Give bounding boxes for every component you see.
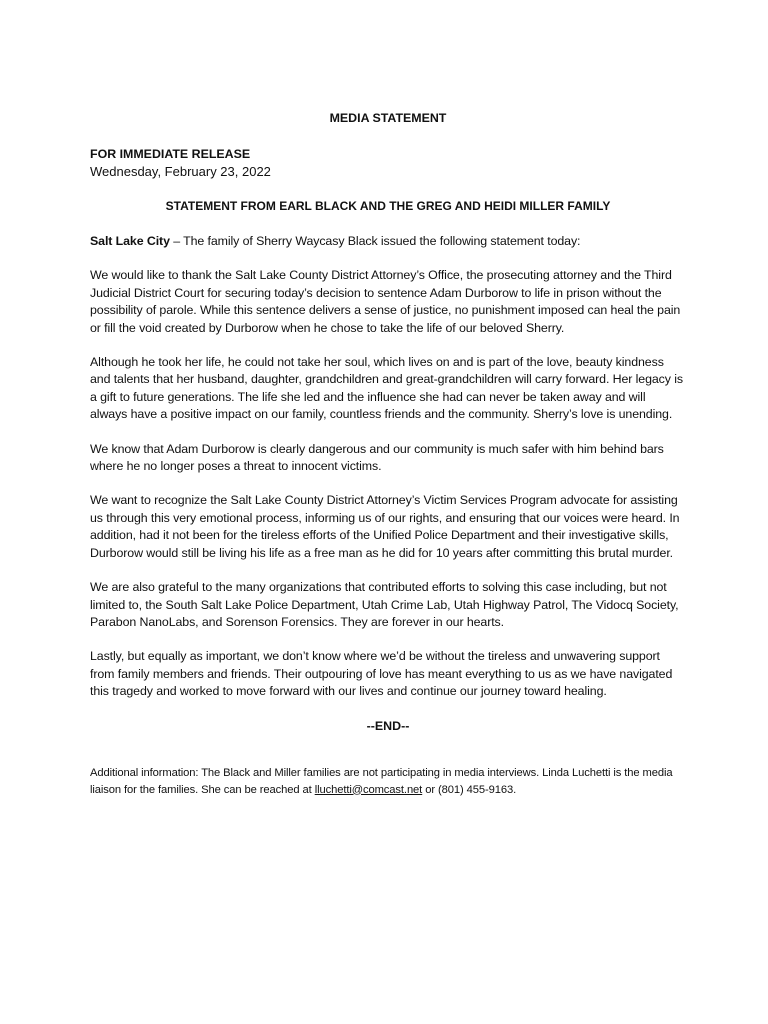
footer-text-before: Additional information: The Black and Miller families are not participating in media interviews. Linda Luchetti is the media liaison for the families. She can be reached at: [90, 766, 673, 796]
end-marker: --END--: [366, 718, 410, 733]
additional-information: [90, 765, 686, 799]
release-label: FOR IMMEDIATE RELEASE: [90, 147, 251, 161]
body-paragraph: We know that Adam Durborow is clearly dangerous and our community is much safer with him behind bars where he no longer poses a threat to innocent victims.: [90, 441, 664, 474]
page-title: MEDIA STATEMENT: [329, 111, 447, 125]
media-statement-page: [90, 110, 686, 799]
release-info: [90, 146, 686, 180]
body-paragraph: We want to recognize the Salt Lake County District Attorney’s Victim Services Program advocate for assisting us through this very emotional process, informing us of our rights, and ensuring that our voices were heard. In addition, had it not been for the tireless efforts of the Unified Police Department and their investigative skills, Durborow would still be living his life as a free man as he did for 10 years after committing this brutal murder.: [90, 493, 680, 560]
body-paragraph: We would like to thank the Salt Lake County District Attorney’s Office, the prosecuting attorney and the Third Judicial District Court for securing today’s decision to sentence Adam Durborow to life in prison without the possibility of parole. While this sentence delivers a sense of justice, no punishment imposed can heal the pain or fill the void created by Durborow when he chose to take the life of our beloved Sherry.: [90, 268, 681, 335]
intro-city: Salt Lake City: [90, 234, 170, 248]
intro-paragraph: [90, 233, 686, 250]
intro-text: – The family of Sherry Waycasy Black issued the following statement today:: [169, 234, 581, 248]
body-paragraph: We are also grateful to the many organizations that contributed efforts to solving this case including, but not limited to, the South Salt Lake Police Department, Utah Crime Lab, Utah Highway Patrol, The Vidocq Society, Parabon NanoLabs, and Sorenson Forensics. They are forever in our hearts.: [90, 580, 679, 629]
body-paragraph: Although he took her life, he could not take her soul, which lives on and is part of the love, beauty kindness and talents that her husband, daughter, grandchildren and great-grandchildren will carry forward. Her legacy is a gift to future generations. The life she led and the influence she had can never be taken away and will always have a positive impact on our family, countless friends and the community. Sherry’s love is unending.: [90, 355, 683, 422]
statement-subheading: STATEMENT FROM EARL BLACK AND THE GREG AND HEIDI MILLER FAMILY: [165, 199, 611, 213]
release-date: Wednesday, February 23, 2022: [90, 164, 271, 179]
body-paragraph: Lastly, but equally as important, we don’t know where we’d be without the tireless and unwavering support from family members and friends. Their outpouring of love has meant everything to us as we have navigated this tragedy and worked to move forward with our lives and continue our journey toward healing.: [90, 649, 673, 699]
contact-email-link[interactable]: lluchetti@comcast.net: [314, 783, 423, 796]
footer-text-after: or (801) 455-9163.: [422, 783, 517, 796]
